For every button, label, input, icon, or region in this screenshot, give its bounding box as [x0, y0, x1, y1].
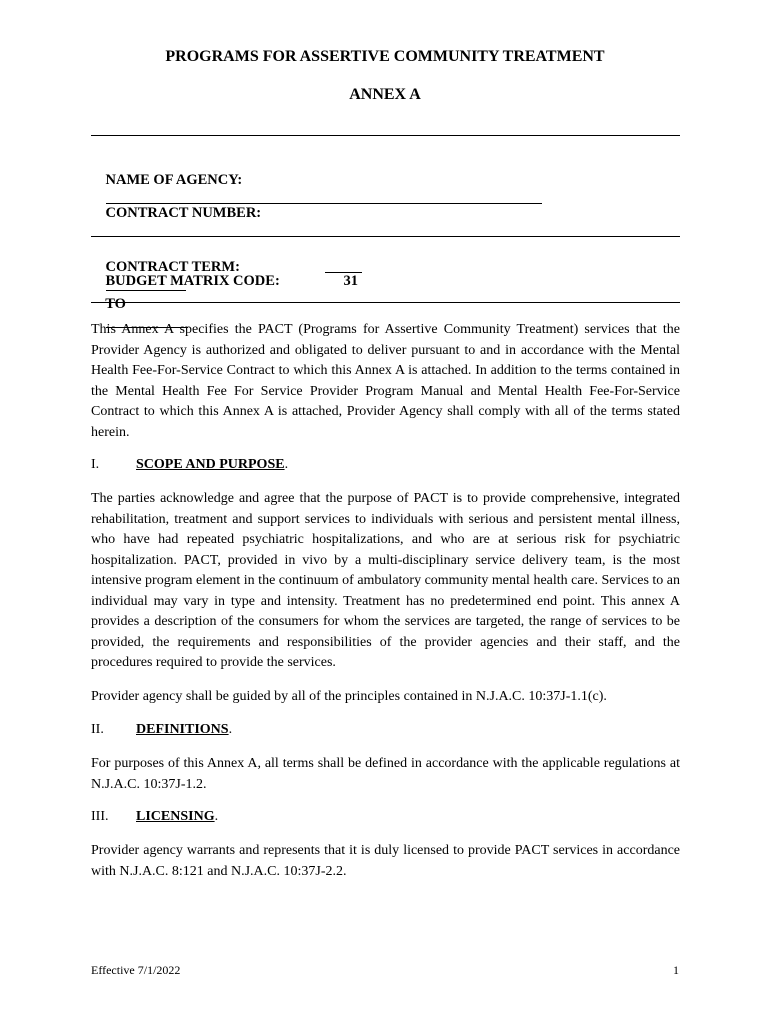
contract-number-label: CONTRACT NUMBER:	[105, 205, 262, 221]
section-paragraph: Provider agency warrants and represents that it is duly licensed to provide PACT services in accordance with N.J.A.C. 8:121 and N.J.A.C. 10:37J-2.2.	[91, 843, 680, 879]
section-number: I.	[91, 457, 100, 472]
agency-name-label: NAME OF AGENCY:	[105, 172, 243, 188]
footer-page-number: 1	[673, 963, 679, 977]
budget-matrix-value	[325, 256, 362, 289]
section-paragraph: The parties acknowledge and agree that the purpose of PACT is to provide comprehensive, integrated rehabilitation, treatment and support services to individuals with serious and persistent mental illness, who have had repeated psychiatric hospitalizations, and who are at serious risk for psychiatric hospitalization. PACT, provided in vivo by a multi-disciplinary service delivery team, is the most intensive program element in the continuum of ambulatory community mental health care. Services to an individual may vary in type and intensity. Treatment has no predetermined end point. This annex A provides a description of the consumers for whom the services are targeted, the range of services to be provided, the requirements and responsibilities of the provider agencies and their staff, and the procedures required to provide the services.	[91, 491, 680, 670]
section-paragraph: Provider agency shall be guided by all of the principles contained in N.J.A.C. 10:37J-1.1(c).	[91, 689, 607, 704]
section-heading: II. DEFINITIONS.	[91, 722, 233, 737]
contract-number-blank	[106, 222, 172, 237]
document-title: PROGRAMS FOR ASSERTIVE COMMUNITY TREATMENT	[165, 48, 605, 65]
contract-term-label: CONTRACT TERM:	[105, 259, 240, 275]
footer-effective-date: Effective 7/1/2022	[91, 963, 181, 977]
divider-rule	[91, 236, 680, 237]
section-heading: III. LICENSING.	[91, 809, 219, 824]
budget-matrix-row	[91, 256, 280, 307]
divider-rule	[91, 302, 680, 303]
intro-paragraph: This Annex A specifies the PACT (Programs for Assertive Community Treatment) services that the Provider Agency is authorized and obligated to deliver pursuant to and in accordance with the Mental Health Fee-For-Service Contract to which this Annex A is attached. In addition to the terms contained in the Mental Health Fee For Service Provider Program Manual and Mental Health Fee-For-Service Contract to which this Annex A is attached, Provider Agency shall comply with all of the terms stated herein.	[91, 322, 680, 440]
section-paragraph: For purposes of this Annex A, all terms shall be defined in accordance with the applicable regulations at N.J.A.C. 10:37J-1.2.	[91, 756, 680, 792]
contract-term-to-label: TO	[105, 296, 126, 312]
budget-matrix-code: 31	[343, 273, 358, 289]
section-title: SCOPE AND PURPOSE	[136, 457, 285, 472]
budget-matrix-label: BUDGET MATRIX CODE:	[105, 273, 280, 289]
document-subtitle: ANNEX A	[349, 86, 421, 103]
section-heading: I. SCOPE AND PURPOSE.	[91, 457, 289, 472]
section-title: LICENSING	[136, 809, 215, 824]
divider-rule	[91, 135, 680, 136]
section-title: DEFINITIONS	[136, 722, 229, 737]
section-number: III.	[91, 809, 109, 824]
section-number: II.	[91, 722, 104, 737]
